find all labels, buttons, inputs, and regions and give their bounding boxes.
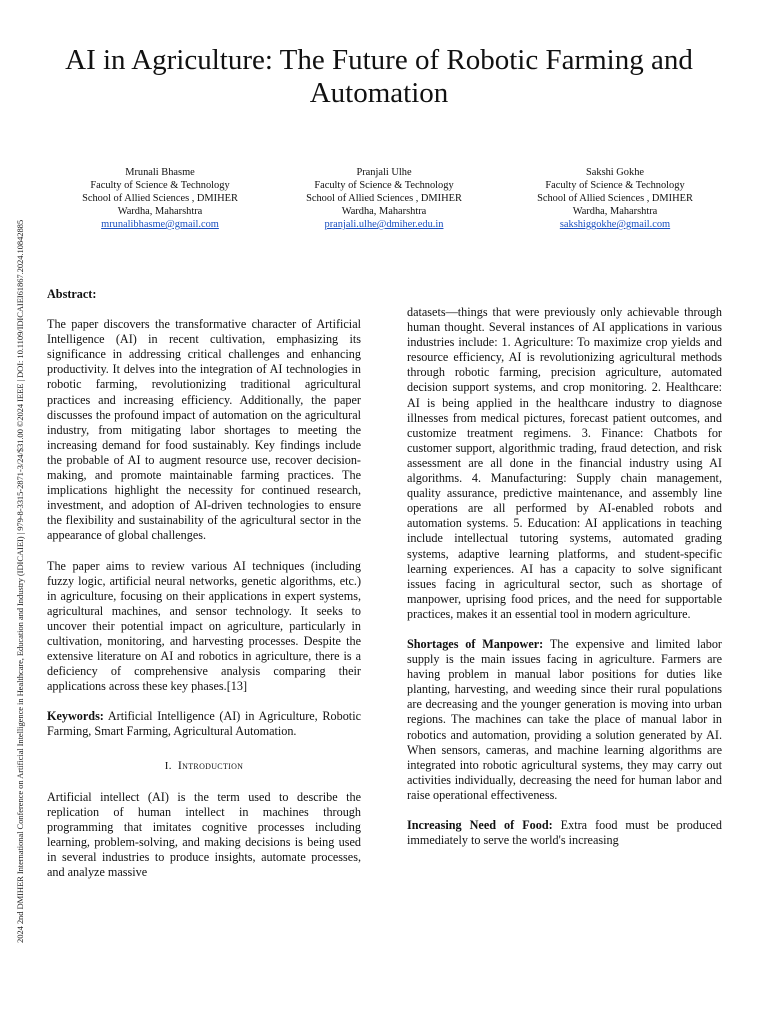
author-location: Wardha, Maharshtra	[117, 206, 203, 217]
author-faculty: Faculty of Science & Technology	[90, 180, 230, 191]
right-column	[407, 305, 722, 848]
author-location: Wardha, Maharshtra	[572, 206, 658, 217]
abstract-paragraph-1: The paper discovers the transformative character of Artificial Intelligence (AI) in recent cultivation, emphasizing its significance in addressing critical challenges and enhancing productivity. It delves into the integration of AI technologies in robotic farming, revolutionizing traditional agricultural practices and increasing efficiency. Additionally, the paper discusses the profound impact of automation on the agricultural industry, from mitigating labor shortages to meeting the increasing demand for food sustainably. Key findings include the probable of AI to augment resource use, recover decision-making, and promote maintainable farming practices. The implications highlight the necessity for continued research, investment, and adoption of AI-driven technologies to ensure the flexibility and sustainability of the agricultural sector in the appearance of global challenges.	[47, 317, 361, 543]
author-school: School of Allied Sciences , DMIHER	[82, 193, 238, 204]
introduction-paragraph-1: Artificial intellect (AI) is the term used to describe the replication of human intellect in machines through programming that imitates cognitive processes including learning, problem-solving, and making decisions is being used in several industries to produce insights, automate processes, and analyze massive	[47, 789, 361, 880]
paper-title: AI in Agriculture: The Future of Robotic Farming and Automation	[65, 44, 693, 109]
left-column	[47, 287, 361, 880]
keywords-text: Artificial Intelligence (AI) in Agriculture, Robotic Farming, Smart Farming, Agricultural Automation.	[47, 709, 361, 739]
manpower-paragraph	[407, 637, 722, 803]
section-number: I.	[164, 759, 172, 772]
food-text: Extra food must be produced immediately to serve the world's increasing	[407, 818, 722, 848]
author-email-link[interactable]: mrunalibhasme@gmail.com	[101, 219, 219, 230]
side-note-text: 2024 2nd DMIHER International Conference on Artificial Intelligence in Healthcare, Education and Industry (IDICAIEI) | 979-8-3315-2871-3/24/$31.00 ©2024 IEEE | DOI: 10.1109/IDICAIEI61867.2024.10842885	[15, 219, 25, 943]
author-name: Mrunali Bhasme	[125, 167, 195, 178]
section-title: Introduction	[177, 757, 244, 772]
author-2	[274, 166, 494, 231]
author-email-link[interactable]: pranjali.ulhe@dmiher.edu.in	[324, 219, 444, 230]
author-name: Pranjali Ulhe	[356, 167, 412, 178]
author-1	[50, 166, 270, 231]
body-paragraph-ai-applications: datasets—things that were previously only achievable through human thought. Several instances of AI applications in various industries include: 1. Agriculture: To maximize crop yields and resource efficiency, AI is revolutionizing agricultural methods through robotic farming, precision agriculture, automated decision support systems, and crop monitoring. 2. Healthcare: AI is being applied in the healthcare industry to diagnose illnesses from medical pictures, forecast patient outcomes, and customize treatment regimens. 3. Finance: Chatbots for customer support, algorithmic trading, fraud detection, and risk assessment are all done in the financial industry using AI algorithms. 4. Manufacturing: Supply chain management, quality assurance, predictive maintenance, and assembly line operations are all performed by AI-enabled robots and automation systems. 5. Education: AI applications in teaching include intellectual tutoring systems, automated grading systems, adaptive learning platforms, and student-specific learning experiences. AI has a capacity to solve significant issues facing in agricultural sector, such as shortage of manpower, uprising food prices, and the need for supportable practices, makes it an essential tool in modern agriculture.	[407, 305, 722, 621]
author-email-link[interactable]: sakshiggokhe@gmail.com	[559, 219, 671, 230]
author-faculty: Faculty of Science & Technology	[314, 180, 454, 191]
side-note	[13, 88, 27, 943]
author-name: Sakshi Gokhe	[585, 167, 644, 178]
section-heading-introduction	[47, 758, 361, 774]
abstract-paragraph-2: The paper aims to review various AI techniques (including fuzzy logic, artificial neural networks, genetic algorithms, etc.) in agriculture, focusing on their applications in expert systems, agricultural machines, and sensor technology. It seeks to uncover their potential impact on agriculture, particularly in cultivation, monitoring, and harvesting processes. Despite the extensive literature on AI and robotics in agriculture, there is a deficiency of comprehensive analysis comparing their applications across these key phases.[13]	[47, 558, 361, 694]
author-3	[505, 166, 725, 231]
author-location: Wardha, Maharshtra	[341, 206, 427, 217]
manpower-text: The expensive and limited labor supply is the main issues facing in agriculture. Farmers are having problem in manual labor positions for duties like planting, harvesting, and weeding since their rural populations are decreasing and the younger generation is moving into urban regions. The machines can take the place of manual labor in robotics and automation, providing a solution generated by AI. When sensors, cameras, and machine learning algorithms are integrated into robotic agricultural systems, they may carry out activities individually, decreasing the need for human labor and raise operational effectiveness.	[407, 636, 722, 802]
author-faculty: Faculty of Science & Technology	[545, 180, 685, 191]
keywords-label: Keywords:	[47, 709, 104, 724]
author-school: School of Allied Sciences , DMIHER	[537, 193, 693, 204]
author-school: School of Allied Sciences , DMIHER	[306, 193, 462, 204]
food-paragraph	[407, 818, 722, 848]
keywords-paragraph	[47, 709, 361, 739]
food-label: Increasing Need of Food:	[407, 818, 553, 832]
abstract-heading: Abstract:	[47, 287, 97, 301]
manpower-label: Shortages of Manpower:	[407, 636, 544, 651]
